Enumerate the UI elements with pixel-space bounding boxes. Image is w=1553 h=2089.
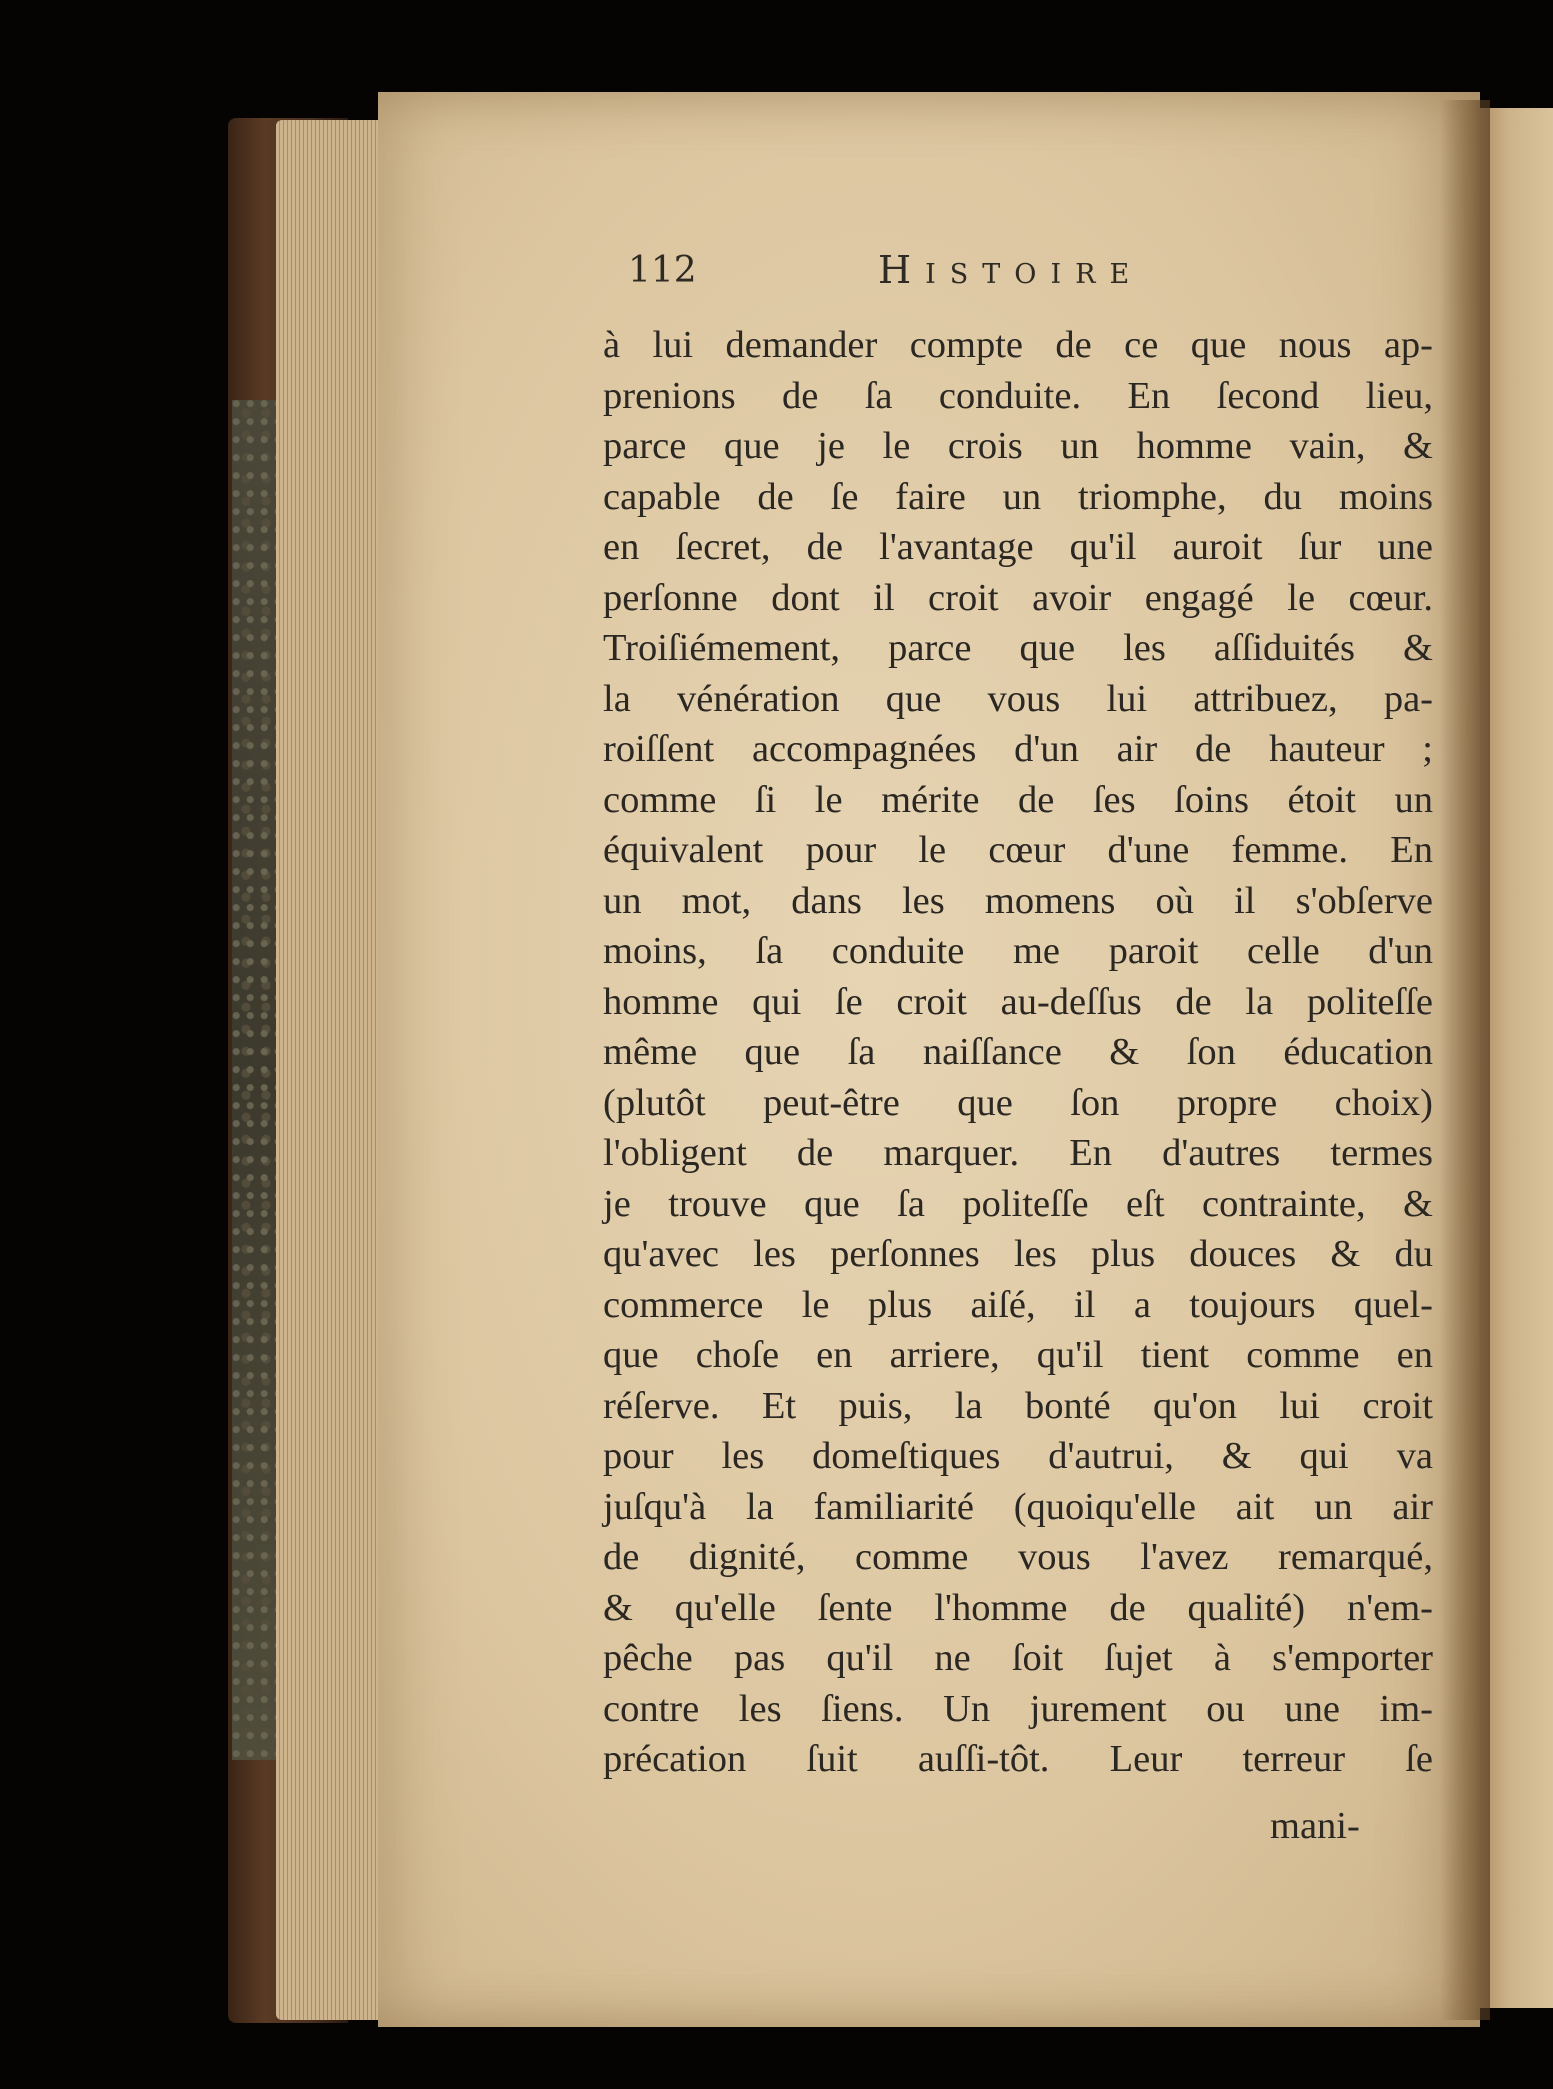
text-line: moins, ſa conduite me paroit celle d'un (603, 930, 1433, 972)
text-line: & qu'elle ſente l'homme de qualité) n'em- (603, 1586, 1433, 1629)
text-line: pêche pas qu'il ne ſoit ſujet à s'emporter (603, 1637, 1433, 1679)
text-line: réſerve. Et puis, la bonté qu'on lui croit (603, 1384, 1433, 1427)
text-line: juſqu'à la familiarité (quoiqu'elle ait un air (603, 1485, 1433, 1528)
text-line: (plutôt peut-être que ſon propre choix) (603, 1081, 1433, 1124)
text-line: roiſſent accompagnées d'un air de hauteur ; (603, 728, 1433, 770)
text-line: je trouve que ſa politeſſe eſt contrainte, & (603, 1182, 1433, 1225)
text-line: équivalent pour le cœur d'une femme. En (603, 829, 1433, 871)
text-line: en ſecret, de l'avantage qu'il auroit ſur une (603, 526, 1433, 568)
facing-page-edge (1480, 108, 1553, 2008)
catchword: mani- (1270, 1805, 1360, 1847)
text-line: homme qui ſe croit au-deſſus de la politeſſe (603, 980, 1433, 1023)
page-gutter-shadow (1440, 100, 1490, 2020)
text-line: pour les domeſtiques d'autrui, & qui va (603, 1435, 1433, 1477)
text-line: à lui demander compte de ce que nous ap- (603, 324, 1433, 366)
text-line: que choſe en arriere, qu'il tient comme en (603, 1334, 1433, 1376)
text-line: capable de ſe faire un triomphe, du moins (603, 475, 1433, 518)
text-line: un mot, dans les momens où il s'obſerve (603, 879, 1433, 922)
text-line: parce que je le crois un homme vain, & (603, 425, 1433, 467)
text-line: l'obligent de marquer. En d'autres termes (603, 1132, 1433, 1174)
page-edges (276, 120, 386, 2020)
text-line: Troiſiémement, parce que les aſſiduités & (603, 627, 1433, 669)
text-line: de dignité, comme vous l'avez remarqué, (603, 1536, 1433, 1578)
text-line: commerce le plus aiſé, il a toujours quel- (603, 1283, 1433, 1326)
body-text (603, 320, 1433, 1785)
text-line: prenions de ſa conduite. En ſecond lieu, (603, 374, 1433, 417)
text-line: la vénération que vous lui attribuez, pa- (603, 677, 1433, 720)
text-line: comme ſi le mérite de ſes ſoins étoit un (603, 778, 1433, 821)
page-number: 112 (628, 250, 697, 291)
text-line: précation ſuit auſſi-tôt. Leur terreur ſe (603, 1738, 1433, 1780)
page-header (378, 250, 1480, 300)
text-line: qu'avec les perſonnes les plus douces & du (603, 1233, 1433, 1275)
text-line: même que ſa naiſſance & ſon éducation (603, 1031, 1433, 1073)
text-line: contre les ſiens. Un jurement ou une im- (603, 1687, 1433, 1730)
text-line: perſonne dont il croit avoir engagé le cœur. (603, 576, 1433, 619)
running-head: Histoire (878, 248, 1144, 292)
book-page (378, 92, 1480, 2027)
